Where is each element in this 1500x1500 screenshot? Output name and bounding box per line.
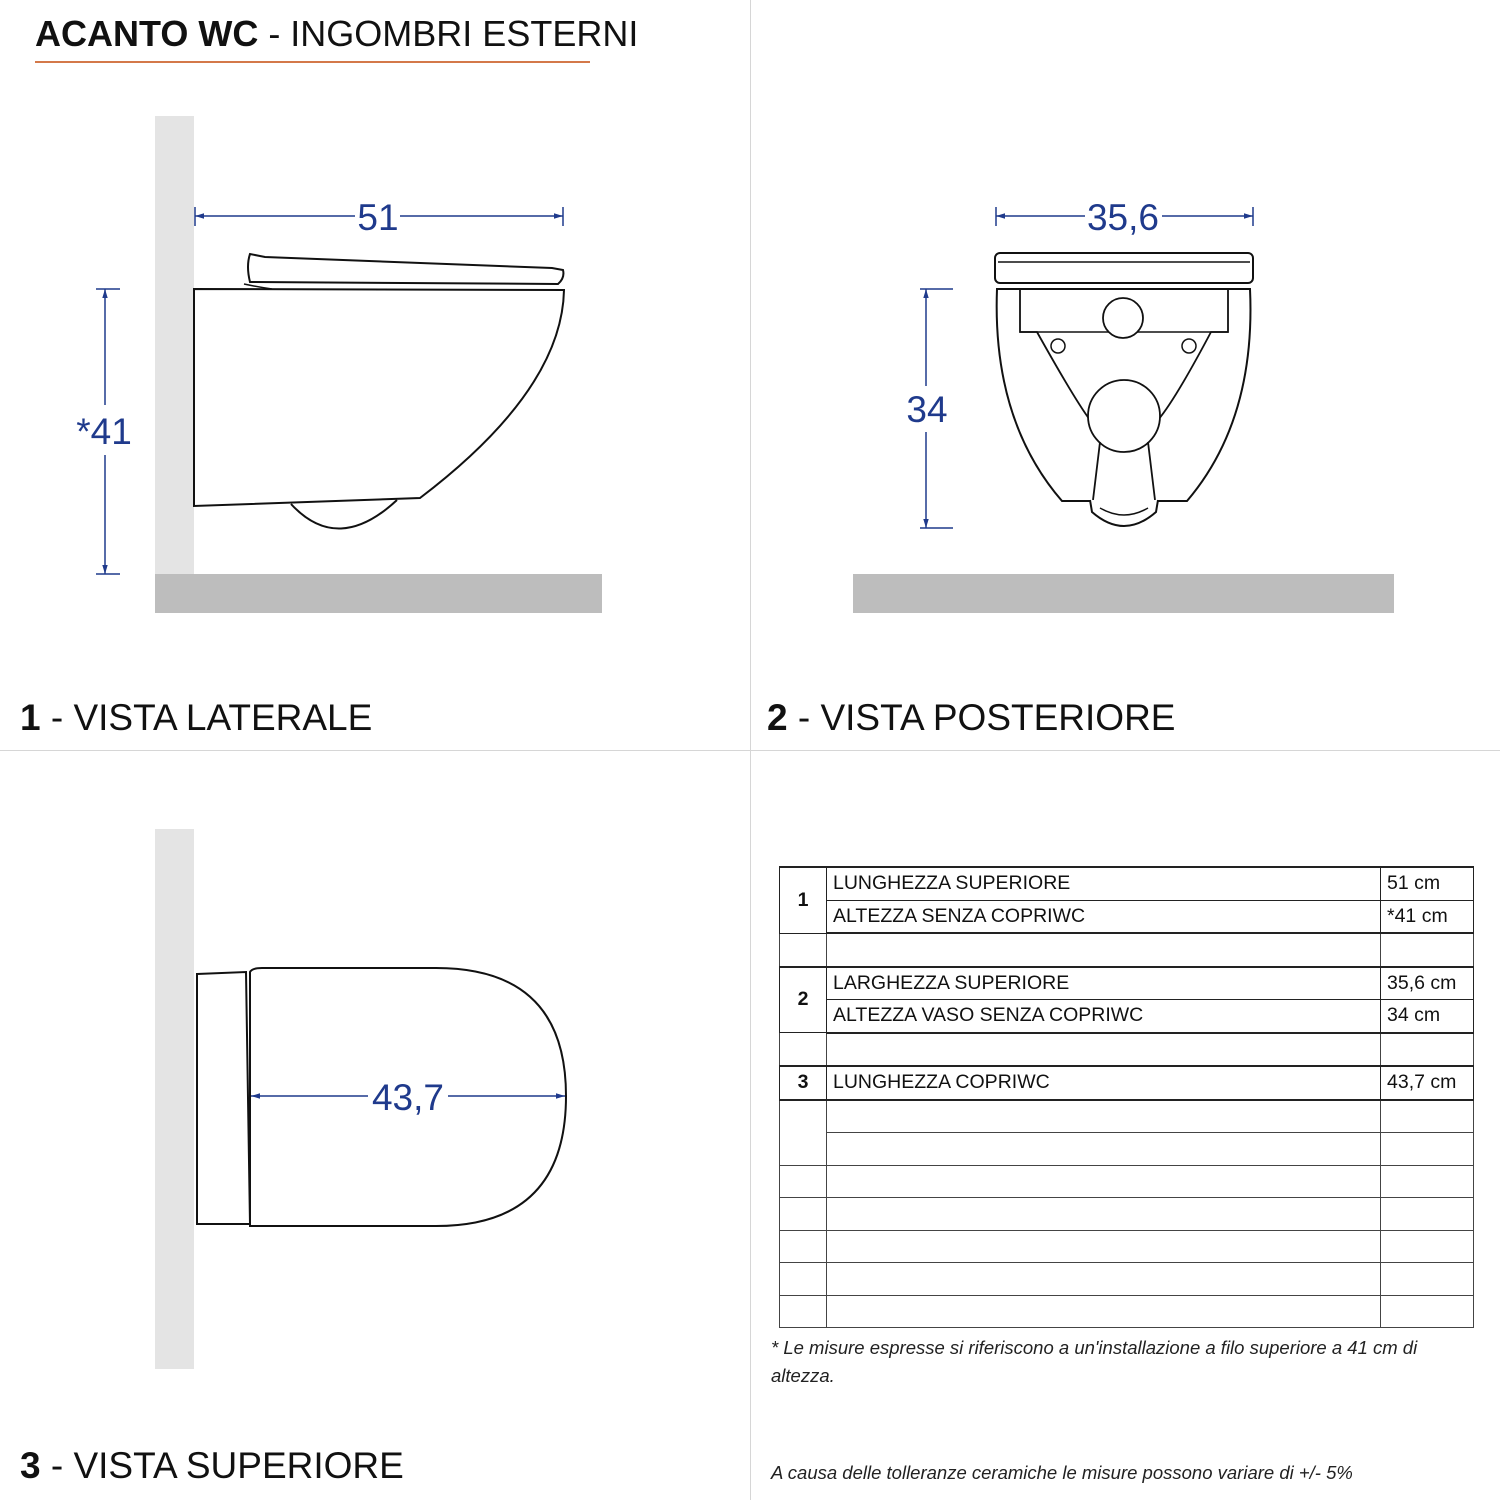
fixing-hole-right <box>1182 339 1196 353</box>
view-number: 1 <box>20 697 41 738</box>
row-value: 35,6 cm <box>1381 967 1474 1000</box>
row-value: *41 cm <box>1381 900 1474 933</box>
wall <box>155 829 194 1369</box>
drain-outlet <box>1088 380 1160 452</box>
view-label-top <box>20 1444 404 1488</box>
row-value: 34 cm <box>1381 1000 1474 1033</box>
table-row-empty <box>780 933 1474 967</box>
wall <box>155 116 194 576</box>
fixing-hole-left <box>1051 339 1065 353</box>
view-label-side <box>20 696 372 740</box>
floor <box>155 574 602 613</box>
table-row <box>780 967 1474 1000</box>
view-title: - VISTA SUPERIORE <box>40 1445 404 1486</box>
row-label: ALTEZZA SENZA COPRIWC <box>827 900 1381 933</box>
view-number: 3 <box>20 1445 41 1486</box>
page-title-subtitle: - INGOMBRI ESTERNI <box>258 13 639 54</box>
view-label-rear <box>767 696 1175 740</box>
row-value: 43,7 cm <box>1381 1066 1474 1100</box>
drain-foot <box>1090 500 1158 526</box>
dimensions-table <box>779 866 1474 1328</box>
bowl-body <box>194 289 564 506</box>
page-title-product: ACANTO WC <box>35 13 259 54</box>
table-row-empty <box>780 1165 1474 1198</box>
view-number: 2 <box>767 697 788 738</box>
row-label: LARGHEZZA SUPERIORE <box>827 967 1381 1000</box>
table-row-empty <box>780 1230 1474 1263</box>
table-row-empty <box>780 1100 1474 1133</box>
rear-view <box>853 197 1394 613</box>
floor <box>853 574 1394 613</box>
seat-lid <box>995 253 1253 283</box>
table-row-empty <box>780 1198 1474 1231</box>
table-row <box>780 1066 1474 1100</box>
table-row-empty <box>780 1033 1474 1067</box>
side-view <box>76 116 602 613</box>
installation-note: * Le misure espresse si riferiscono a un'installazione a filo superiore a 41 cm di altezza. <box>771 1337 1418 1386</box>
row-label: LUNGHEZZA COPRIWC <box>827 1066 1381 1100</box>
bowl-base <box>291 500 397 529</box>
dim-top-length: 43,7 <box>371 1077 445 1118</box>
seat-lid <box>248 254 563 284</box>
table-row <box>780 900 1474 933</box>
group-number: 2 <box>780 967 827 1033</box>
dim-rear-height: 34 <box>906 389 948 430</box>
table-row <box>780 1000 1474 1033</box>
hinge-block <box>197 972 250 1224</box>
dim-rear-width: 35,6 <box>1086 197 1160 238</box>
table-row <box>780 867 1474 900</box>
view-title: - VISTA LATERALE <box>40 697 373 738</box>
row-label: ALTEZZA VASO SENZA COPRIWC <box>827 1000 1381 1033</box>
view-title: - VISTA POSTERIORE <box>787 697 1176 738</box>
dim-side-length: 51 <box>357 197 399 238</box>
dim-side-height: *41 <box>76 411 132 452</box>
row-value: 51 cm <box>1381 867 1474 900</box>
water-inlet <box>1103 298 1143 338</box>
table-row-empty <box>780 1295 1474 1328</box>
table-row-empty <box>780 1263 1474 1296</box>
group-number: 1 <box>780 867 827 933</box>
top-view <box>155 829 566 1369</box>
tolerance-footnote: A causa delle tolleranze ceramiche le misure possono variare di +/- 5% <box>771 1462 1353 1483</box>
row-label: LUNGHEZZA SUPERIORE <box>827 867 1381 900</box>
group-number: 3 <box>780 1066 827 1100</box>
table-row-empty <box>780 1133 1474 1166</box>
